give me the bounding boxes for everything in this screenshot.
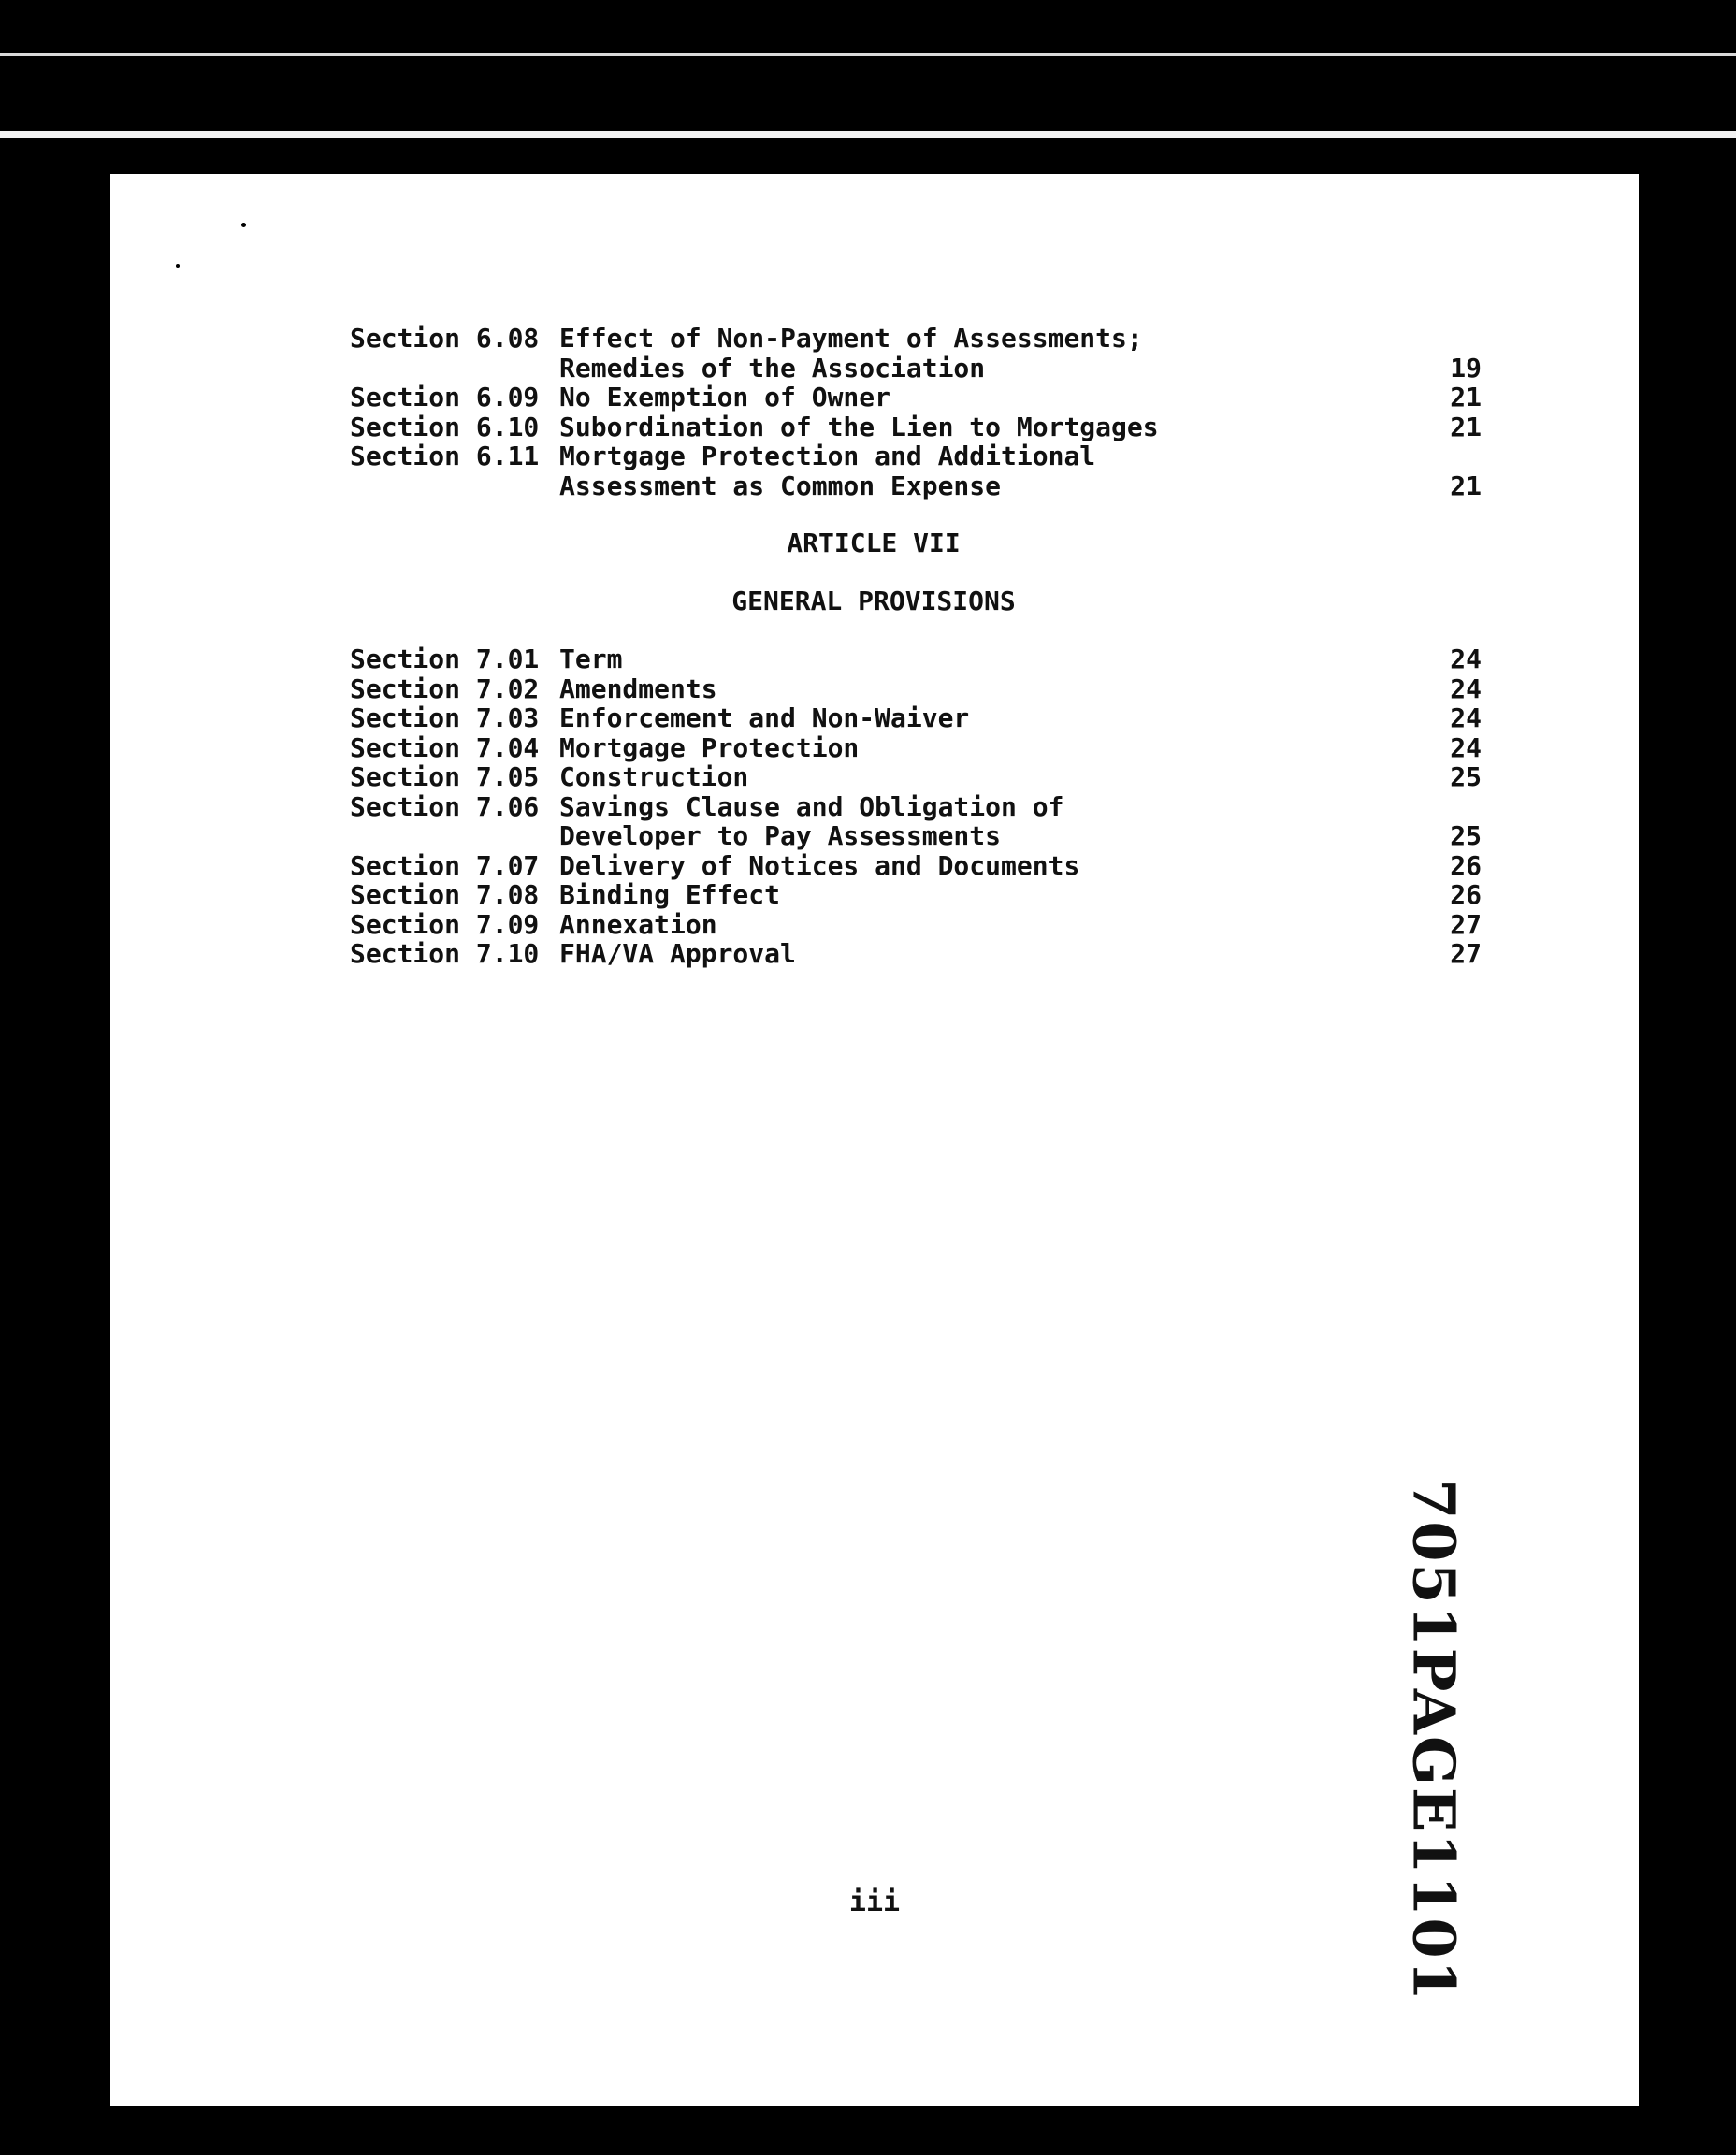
toc-section-number-spacer [350, 821, 559, 851]
toc-section-number-spacer [350, 471, 559, 501]
toc-section-number: Section 7.05 [350, 761, 540, 792]
toc-section-title: Mortgage Protection and Additional [559, 441, 1096, 471]
toc-section-title: Term [559, 644, 623, 674]
toc-section-title: Developer to Pay Assessments [559, 820, 1002, 851]
toc-page-number: 26 [1450, 849, 1482, 881]
toc-page-number: 24 [1450, 702, 1482, 733]
document-page [110, 174, 1639, 2106]
toc-page-number: 27 [1450, 908, 1482, 940]
toc-section-title: No Exemption of Owner [559, 382, 891, 412]
toc-page-number: 24 [1450, 644, 1482, 674]
toc-entry-line [350, 821, 1482, 851]
toc-section-number-spacer [350, 354, 559, 383]
table-of-contents [350, 324, 1482, 969]
toc-section-number: Section 6.09 [350, 382, 540, 412]
toc-section-title: Enforcement and Non-Waiver [559, 702, 970, 733]
scan-speck [176, 264, 180, 268]
toc-entry-line [350, 674, 1482, 704]
toc-entry-line [350, 939, 1482, 969]
toc-page-number: 26 [1450, 879, 1482, 910]
scan-border-line [0, 131, 1736, 138]
toc-section-title: Mortgage Protection [559, 731, 860, 763]
toc-page-number: 21 [1450, 470, 1482, 501]
toc-section-number: Section 6.08 [350, 323, 540, 354]
toc-section-number: Section 7.03 [350, 702, 540, 733]
toc-entry-line [350, 383, 1482, 412]
toc-section-number: Section 6.11 [350, 441, 540, 471]
article-7-entries [350, 644, 1482, 969]
toc-section-title: Construction [559, 761, 749, 792]
toc-page-number: 25 [1450, 761, 1482, 792]
toc-entry-line [350, 324, 1482, 354]
toc-section-title: FHA/VA Approval [559, 938, 796, 969]
toc-page-number: 27 [1450, 938, 1482, 969]
toc-section-title: Remedies of the Association [559, 352, 986, 383]
toc-page-number: 21 [1450, 382, 1482, 412]
toc-entry-line [350, 792, 1482, 822]
toc-entry-line [350, 354, 1482, 383]
book-page-stamp [1399, 1479, 1468, 2003]
article-6-entries [350, 324, 1482, 500]
toc-section-title: Effect of Non-Payment of Assessments; [559, 323, 1143, 354]
book-page-stamp-text: 7051PAGE1101 [1399, 1479, 1468, 2003]
toc-section-number: Section 7.09 [350, 908, 540, 940]
toc-entry-line [350, 910, 1482, 940]
toc-section-title: Amendments [559, 673, 717, 704]
toc-section-title: Annexation [559, 908, 717, 940]
article-heading: ARTICLE VII [787, 528, 961, 558]
toc-section-title: Assessment as Common Expense [559, 470, 1002, 501]
toc-section-number: Section 7.10 [350, 938, 540, 969]
toc-entry-line [350, 471, 1482, 501]
toc-section-title: Subordination of the Lien to Mortgages [559, 411, 1159, 442]
toc-section-number: Section 7.08 [350, 879, 540, 910]
toc-page-number: 24 [1450, 673, 1482, 704]
toc-entry-line [350, 412, 1482, 442]
toc-section-number: Section 7.02 [350, 673, 540, 704]
page-folio: iii [848, 1886, 901, 1918]
toc-section-number: Section 7.04 [350, 731, 540, 763]
toc-page-number: 19 [1450, 352, 1482, 383]
toc-entry-line [350, 644, 1482, 674]
toc-section-title: Savings Clause and Obligation of [559, 790, 1064, 822]
toc-entry-line [350, 851, 1482, 881]
scan-speck [241, 223, 246, 227]
toc-page-number: 24 [1450, 731, 1482, 763]
toc-section-number: Section 7.07 [350, 849, 540, 881]
toc-section-title: Binding Effect [559, 879, 781, 910]
toc-section-number: Section 7.06 [350, 790, 540, 822]
article-subheading: GENERAL PROVISIONS [731, 586, 1016, 616]
toc-entry-line [350, 703, 1482, 733]
toc-entry-line [350, 441, 1482, 471]
toc-section-number: Section 7.01 [350, 644, 540, 674]
toc-section-title: Delivery of Notices and Documents [559, 849, 1080, 881]
toc-page-number: 21 [1450, 411, 1482, 442]
scan-border-line-top [0, 53, 1736, 56]
toc-entry-line [350, 733, 1482, 763]
toc-entry-line [350, 880, 1482, 910]
toc-section-number: Section 6.10 [350, 411, 540, 442]
toc-entry-line [350, 762, 1482, 792]
toc-page-number: 25 [1450, 820, 1482, 851]
